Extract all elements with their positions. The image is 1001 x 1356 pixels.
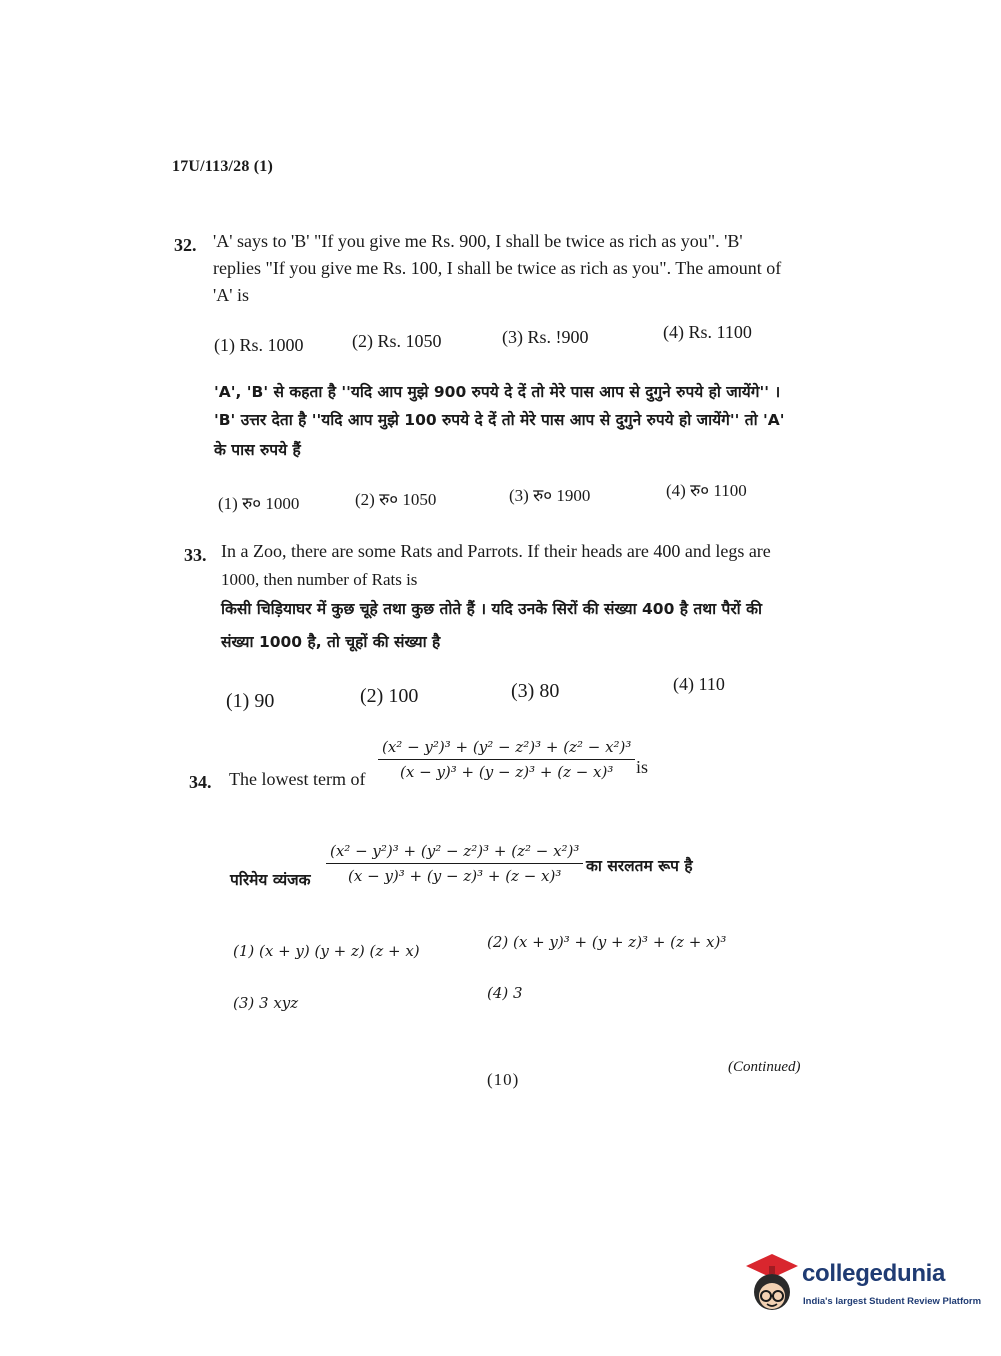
question-34-hindi-lead: परिमेय व्यंजक (230, 871, 311, 889)
question-32-hindi-line-3: के पास रुपये हैं (214, 441, 301, 459)
question-33-line-1: In a Zoo, there are some Rats and Parrots. If their heads are 400 and legs are (221, 541, 771, 561)
question-32-number: 32. (174, 235, 197, 255)
question-32-line-3: 'A' is (213, 285, 249, 305)
question-32-option-2: (2) Rs. 1050 (352, 331, 442, 351)
question-33-option-2: (2) 100 (360, 685, 419, 707)
question-32-hindi-option-4: (4) रु० 1100 (666, 481, 747, 500)
question-32-option-1: (1) Rs. 1000 (214, 335, 304, 355)
question-34-option-4: (4) 3 (487, 984, 523, 1002)
question-32-hindi-line-1: 'A', 'B' से कहता है ''यदि आप मुझे 900 रुपये दे दें तो मेरे पास आप से दुगुने रुपये हो जायेंगे'' । (214, 383, 781, 401)
question-32-option-4: (4) Rs. 1100 (663, 322, 752, 342)
question-32-hindi-line-2: 'B' उत्तर देता है ''यदि आप मुझे 100 रुपये दे दें तो मेरे पास आप से दुगुने रुपये हो जायेंगे'' तो 'A' (214, 411, 785, 429)
question-32-hindi-option-2: (2) रु० 1050 (355, 490, 437, 509)
question-33-option-3: (3) 80 (511, 680, 560, 702)
question-33-number: 33. (184, 545, 207, 565)
question-32-line-2: replies "If you give me Rs. 100, I shall be twice as rich as you". The amount of (213, 258, 782, 278)
question-34-trail: is (636, 757, 649, 777)
question-32-option-3: (3) Rs. !900 (502, 327, 589, 347)
question-34-option-3: (3) 3 xyz (233, 994, 299, 1012)
question-34-hindi-trail: का सरलतम रूप है (586, 857, 693, 875)
question-34-denominator: (x − y)³ + (y − z)³ + (z − x)³ (400, 763, 614, 781)
question-34-hindi-numerator: (x² − y²)³ + (y² − z²)³ + (z² − x²)³ (326, 842, 583, 864)
question-34-hindi-denominator: (x − y)³ + (y − z)³ + (z − x)³ (348, 867, 562, 885)
question-33-hindi-line-2: संख्या 1000 है, तो चूहों की संख्या है (221, 633, 441, 651)
page-number: (10) (487, 1070, 520, 1089)
question-32-line-1: 'A' says to 'B' "If you give me Rs. 900, I shall be twice as rich as you". 'B' (213, 231, 743, 251)
paper-code: 17U/113/28 (1) (172, 158, 274, 175)
logo-wordmark: collegedunia (802, 1260, 946, 1287)
question-33-option-4: (4) 110 (673, 674, 725, 694)
question-34-number: 34. (189, 772, 212, 792)
question-34-option-1: (1) (x + y) (y + z) (z + x) (233, 942, 420, 960)
collegedunia-logo (742, 1250, 982, 1320)
question-34-fraction (378, 738, 635, 781)
question-34-lead: The lowest term of (229, 769, 366, 789)
question-34-option-2: (2) (x + y)³ + (y + z)³ + (z + x)³ (487, 933, 727, 951)
logo-tagline: India's largest Student Review Platform (803, 1296, 982, 1307)
question-33-hindi-line-1: किसी चिड़ियाघर में कुछ चूहे तथा कुछ तोते हैं । यदि उनके सिरों की संख्या 400 है तथा पैरों की (221, 600, 763, 618)
continued-label: (Continued) (728, 1059, 801, 1075)
question-34-hindi-fraction (326, 842, 583, 885)
graduate-mascot-icon (742, 1250, 802, 1320)
question-32-hindi-option-3: (3) रु० 1900 (509, 486, 591, 505)
question-34-numerator: (x² − y²)³ + (y² − z²)³ + (z² − x²)³ (378, 738, 635, 760)
question-33-option-1: (1) 90 (226, 690, 275, 712)
question-32-hindi-option-1: (1) रु० 1000 (218, 494, 300, 513)
question-33-line-2: 1000, then number of Rats is (221, 570, 418, 589)
